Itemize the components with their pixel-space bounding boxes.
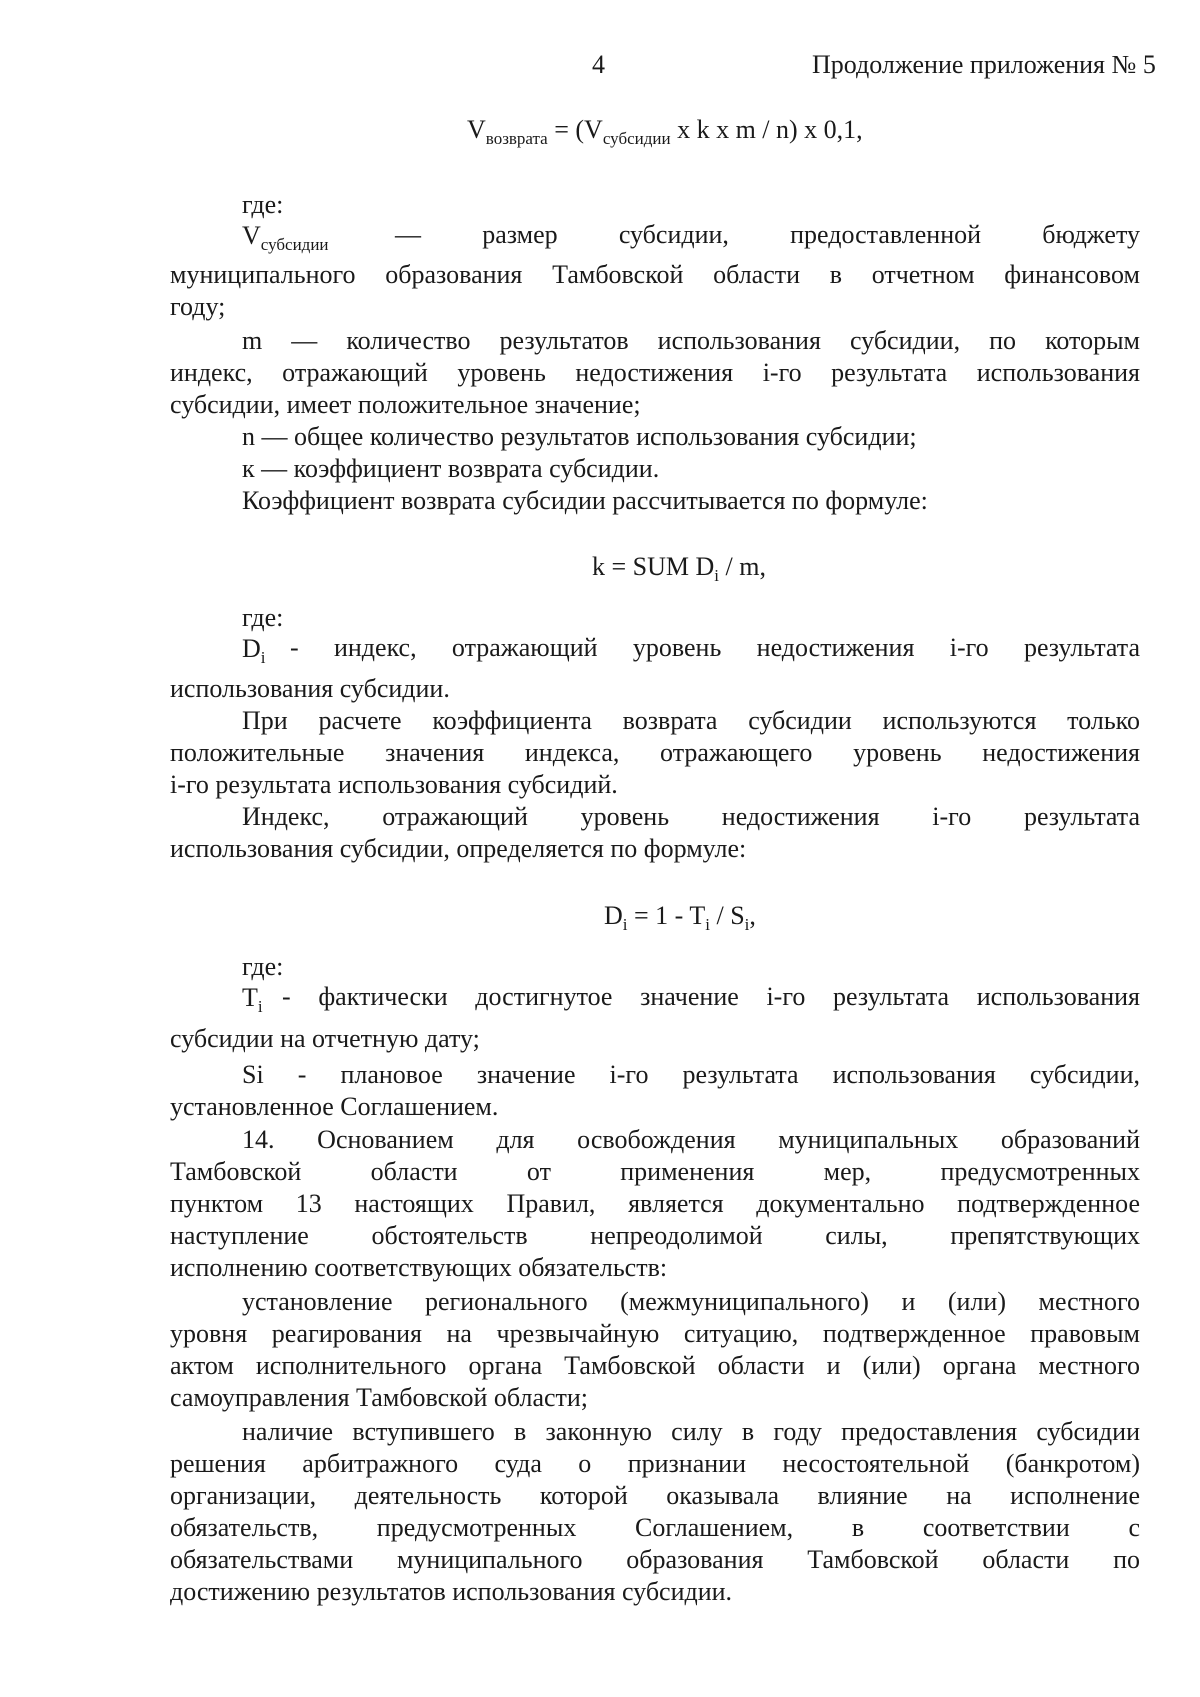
formula-symbol: V — [467, 115, 486, 144]
formula-k — [592, 552, 766, 585]
formula-subscript: i — [744, 915, 750, 934]
section-14-line: 14. Основанием для освобождения муниципальных образований — [242, 1125, 1140, 1154]
continuation-header: Продолжение приложения № 5 — [812, 50, 1156, 79]
formula-subscript: i — [714, 566, 720, 585]
formula-d — [604, 901, 756, 934]
formula-part: k = SUM D — [592, 552, 715, 581]
formula-subscript: возврата — [485, 129, 548, 148]
section-14-item-b: обязательствами муниципального образования Тамбовской области по — [170, 1545, 1140, 1574]
definition-line: субсидии, имеет положительное значение; — [170, 390, 641, 419]
t-symbol — [242, 983, 263, 1016]
section-14-item-b: решения арбитражного суда о признании несостоятельной (банкротом) — [170, 1449, 1140, 1478]
section-14-item-a: актом исполнительного органа Тамбовской области и (или) органа местного — [170, 1351, 1140, 1380]
definition-line: Si - плановое значение i-го результата использования субсидии, — [242, 1060, 1140, 1089]
paragraph-line: положительные значения индекса, отражающего уровень недостижения — [170, 738, 1140, 767]
section-14-item-b: организации, деятельность которой оказывала влияние на исполнение — [170, 1481, 1140, 1510]
section-14-item-a: уровня реагирования на чрезвычайную ситуацию, подтвержденное правовым — [170, 1319, 1140, 1348]
definition-line: субсидии на отчетную дату; — [170, 1024, 480, 1053]
formula-subscript: субсидии — [602, 129, 671, 148]
formula-symbol: V — [242, 221, 261, 250]
definition-line: году; — [170, 292, 226, 321]
formula-subscript: i — [260, 648, 266, 667]
definition-line: Коэффициент возврата субсидии рассчитывается по формуле: — [242, 486, 928, 515]
section-14-item-a: самоуправления Тамбовской области; — [170, 1383, 589, 1412]
where-label: где: — [242, 190, 284, 219]
formula-part: , — [749, 901, 756, 930]
definition-line: n — общее количество результатов использования субсидии; — [242, 422, 917, 451]
section-14-line: Тамбовской области от применения мер, предусмотренных — [170, 1157, 1140, 1186]
formula-subscript: субсидии — [260, 235, 329, 254]
formula-subscript: i — [257, 997, 263, 1016]
formula-subscript: i — [705, 915, 710, 934]
formula-part: / m, — [719, 552, 766, 581]
definition-line: - фактически достигнутое значение i-го результата использования — [282, 982, 1140, 1011]
definition-line: - индекс, отражающий уровень недостижения i-го результата — [290, 633, 1140, 662]
formula-part: х k х m / n) х 0,1, — [670, 115, 863, 144]
formula-part: / S — [709, 901, 745, 930]
formula-subscript: i — [622, 915, 628, 934]
section-14-item-b: обязательств, предусмотренных Соглашением, в соответствии с — [170, 1513, 1140, 1542]
section-14-line: наступление обстоятельств непреодолимой силы, препятствующих — [170, 1221, 1140, 1250]
definition-line: муниципального образования Тамбовской области в отчетном финансовом — [170, 260, 1140, 289]
definition-line: m — количество результатов использования субсидии, по которым — [242, 326, 1140, 355]
definition-line: индекс, отражающий уровень недостижения i-го результата использования — [170, 358, 1140, 387]
definition-line: — размер субсидии, предоставленной бюджету — [395, 220, 1140, 249]
definition-line: к — коэффициент возврата субсидии. — [242, 454, 660, 483]
section-14-item-b: достижению результатов использования субсидии. — [170, 1577, 733, 1606]
paragraph-line: Индекс, отражающий уровень недостижения i-го результата — [242, 802, 1140, 831]
paragraph-line: i-го результата использования субсидий. — [170, 770, 618, 799]
section-14-item-a: установление регионального (межмуниципального) и (или) местного — [242, 1287, 1140, 1316]
formula-symbol: T — [242, 983, 258, 1012]
formula-part: = 1 - T — [627, 901, 706, 930]
paragraph-line: использования субсидии, определяется по формуле: — [170, 834, 747, 863]
formula-symbol: D — [242, 634, 261, 663]
d-symbol — [242, 634, 266, 667]
definition-line: установленное Соглашением. — [170, 1092, 499, 1121]
page-number: 4 — [592, 50, 605, 79]
where-label: где: — [242, 603, 284, 632]
paragraph-line: При расчете коэффициента возврата субсидии используются только — [242, 706, 1140, 735]
section-14-line: пунктом 13 настоящих Правил, является документально подтвержденное — [170, 1189, 1140, 1218]
formula-symbol: D — [604, 901, 623, 930]
v-subsidy-symbol — [242, 221, 329, 254]
section-14-item-b: наличие вступившего в законную силу в году предоставления субсидии — [242, 1417, 1140, 1446]
definition-line: использования субсидии. — [170, 674, 450, 703]
where-label: где: — [242, 952, 284, 981]
formula-return-volume — [467, 115, 863, 148]
section-14-line: исполнению соответствующих обязательств: — [170, 1253, 668, 1282]
formula-part: = (V — [547, 115, 603, 144]
